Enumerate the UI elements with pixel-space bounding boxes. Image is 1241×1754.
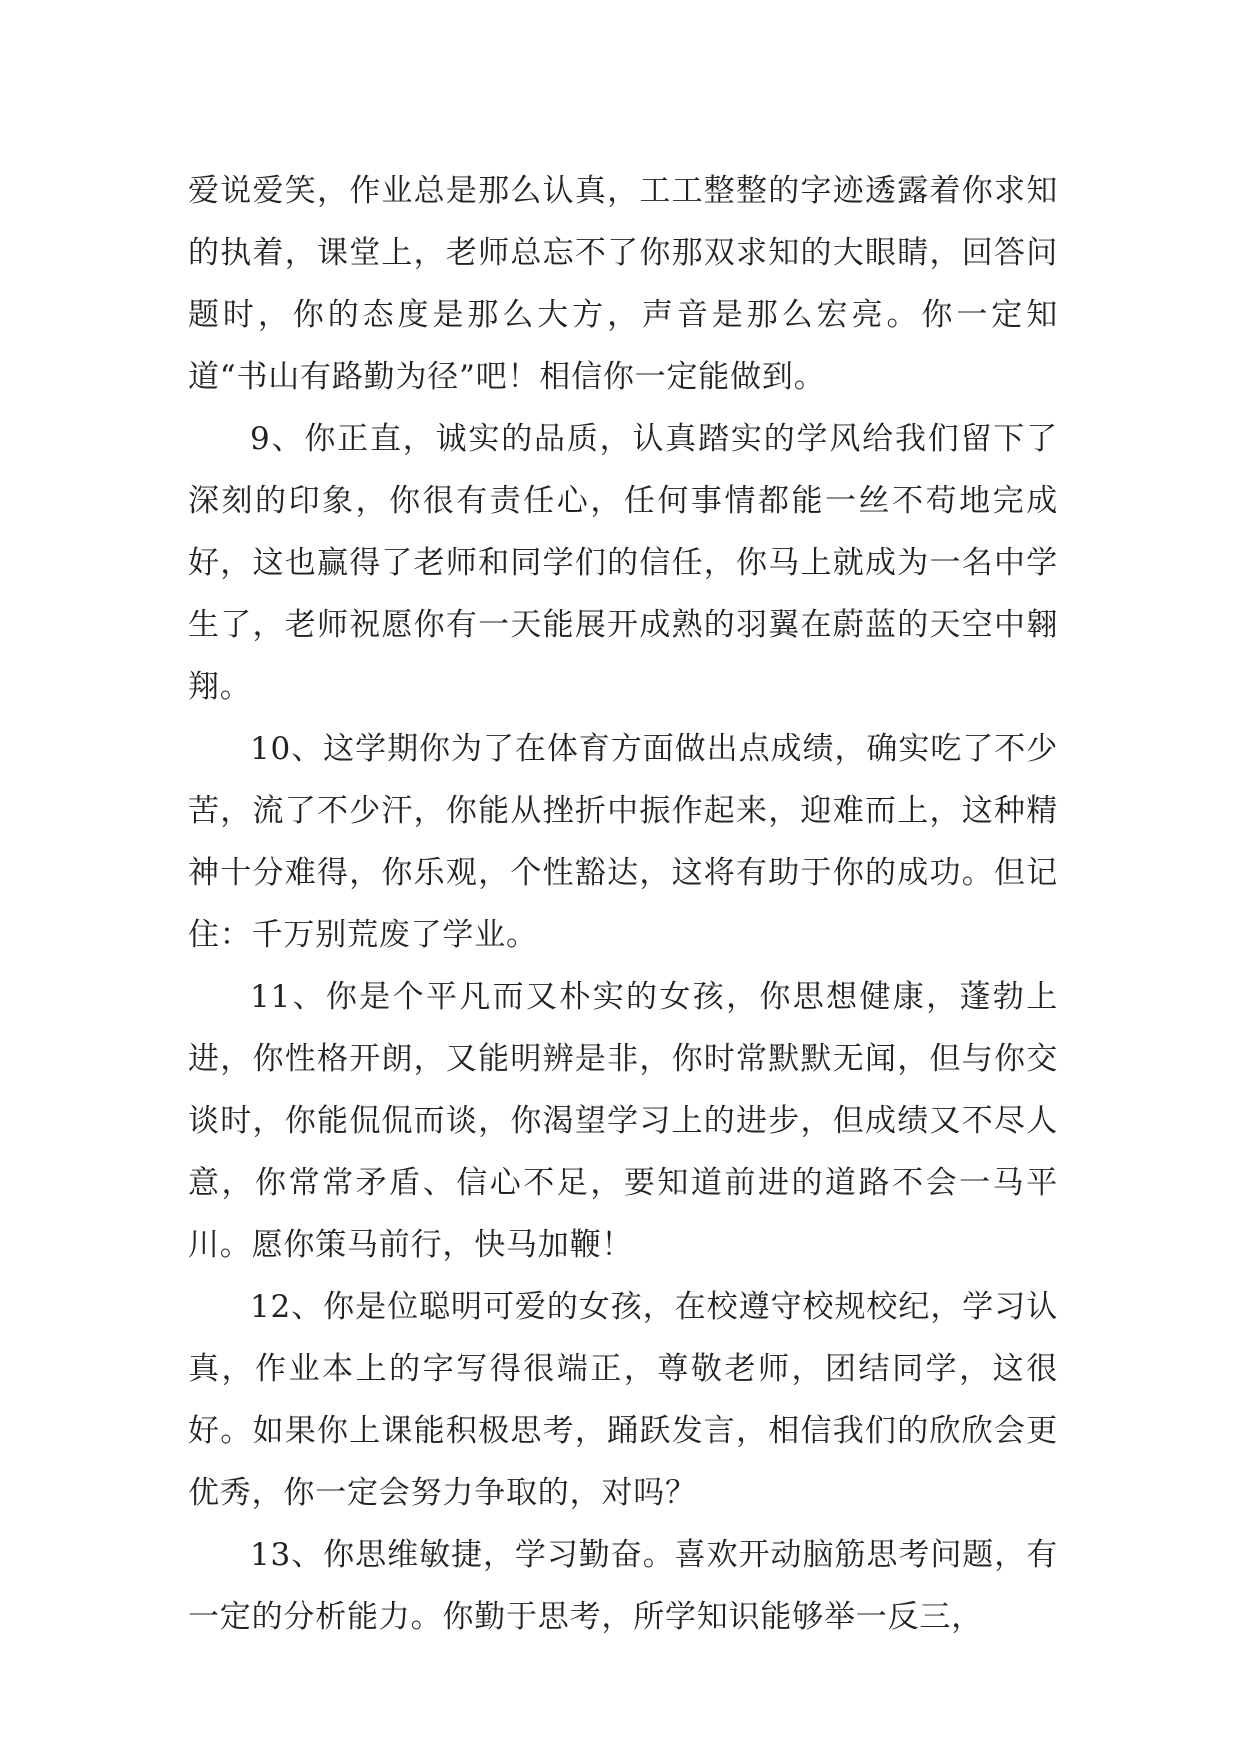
paragraph-9: 9、你正直，诚实的品质，认真踏实的学风给我们留下了深刻的印象，你很有责任心，任何事情都能一丝不苟地完成好，这也赢得了老师和同学们的信任，你马上就成为一名中学生了，老师祝愿你有一天能展开成熟的羽翼在蔚蓝的天空中翱翔。: [188, 421, 1058, 705]
paragraph-10: 10、这学期你为了在体育方面做出点成绩，确实吃了不少苦，流了不少汗，你能从挫折中振作起来，迎难而上，这种精神十分难得，你乐观，个性豁达，这将有助于你的成功。但记住：千万别荒废了学业。: [188, 731, 1058, 953]
paragraph-8-continued: 爱说爱笑，作业总是那么认真，工工整整的字迹透露着你求知的执着，课堂上，老师总忘不了你那双求知的大眼睛，回答问题时，你的态度是那么大方，声音是那么宏亮。你一定知道“书山有路勤为径”吧！相信你一定能做到。: [188, 173, 1058, 395]
document-body: [188, 160, 1058, 1648]
paragraph-12: 12、你是位聪明可爱的女孩，在校遵守校规校纪，学习认真，作业本上的字写得很端正，尊敬老师，团结同学，这很好。如果你上课能积极思考，踊跃发言，相信我们的欣欣会更优秀，你一定会努力争取的，对吗？: [188, 1289, 1058, 1511]
paragraph-11: 11、你是个平凡而又朴实的女孩，你思想健康，蓬勃上进，你性格开朗，又能明辨是非，你时常默默无闻，但与你交谈时，你能侃侃而谈，你渴望学习上的进步，但成绩又不尽人意，你常常矛盾、信心不足，要知道前进的道路不会一马平川。愿你策马前行，快马加鞭！: [188, 979, 1058, 1263]
paragraph-13: 13、你思维敏捷，学习勤奋。喜欢开动脑筋思考问题，有一定的分析能力。你勤于思考，所学知识能够举一反三，: [188, 1537, 1058, 1635]
